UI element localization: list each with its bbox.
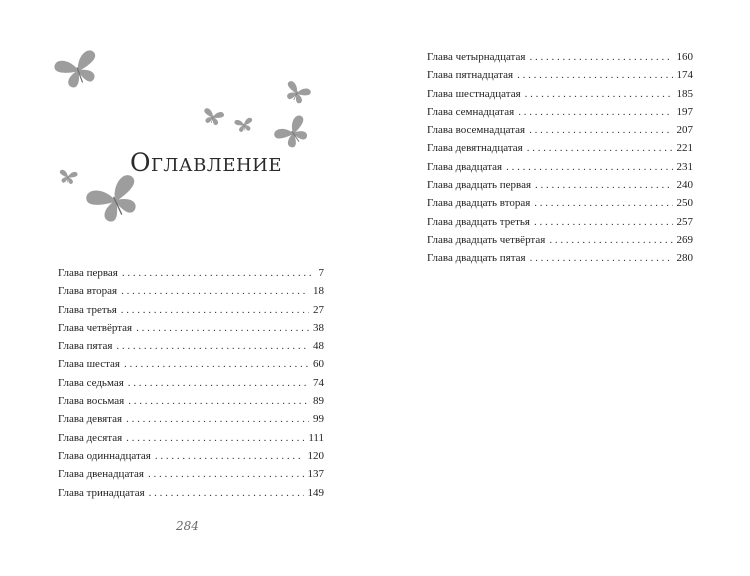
dot-leader [529, 121, 672, 139]
dot-leader [136, 319, 309, 337]
toc-entry[interactable] [58, 447, 324, 465]
toc-entry-title: Глава седьмая [58, 376, 124, 389]
dot-leader [148, 465, 304, 483]
toc-entry[interactable] [427, 176, 693, 194]
toc-entry-page: 74 [313, 376, 324, 389]
dot-leader [122, 264, 315, 282]
toc-entry[interactable] [427, 213, 693, 231]
toc-entry-title: Глава семнадцатая [427, 105, 515, 118]
toc-entry[interactable] [58, 465, 324, 483]
toc-entry-page: 48 [313, 340, 324, 353]
toc-entry-title: Глава тринадцатая [58, 486, 145, 499]
toc-entry-page: 280 [676, 252, 693, 265]
toc-entry-title: Глава девятнадцатая [427, 142, 523, 155]
toc-entry-page: 250 [676, 197, 693, 210]
toc-entry-page: 231 [676, 160, 693, 173]
dot-leader [530, 249, 673, 267]
toc-entry-title: Глава первая [58, 267, 118, 279]
butterfly-decoration [0, 0, 375, 250]
dot-leader [517, 66, 672, 84]
toc-entry-title: Глава двадцать пятая [427, 252, 526, 265]
toc-entry-page: 99 [313, 413, 324, 426]
toc-entry-title: Глава двадцать первая [427, 179, 532, 192]
toc-entry[interactable] [427, 121, 693, 139]
toc-entry[interactable] [427, 194, 693, 212]
toc-heading: Оглавление [130, 148, 282, 177]
dot-leader [126, 410, 309, 428]
dot-leader [128, 374, 309, 392]
toc-entry[interactable] [58, 264, 324, 282]
toc-list-left [58, 264, 324, 502]
toc-entry-page: 137 [307, 468, 324, 481]
dot-leader [535, 176, 672, 194]
toc-list-right [427, 48, 693, 268]
toc-entry-page: 174 [676, 69, 693, 82]
dot-leader [149, 484, 304, 502]
dot-leader [506, 158, 672, 176]
dot-leader [534, 194, 672, 212]
page-number: 284 [176, 519, 199, 533]
dot-leader [527, 139, 673, 157]
dot-leader [126, 429, 304, 447]
toc-entry-page: 111 [308, 431, 324, 444]
toc-entry-title: Глава девятая [58, 413, 123, 426]
right-page [375, 0, 750, 576]
toc-entry[interactable] [427, 48, 693, 66]
toc-entry-title: Глава четвёртая [58, 321, 133, 334]
toc-entry-page: 207 [676, 124, 693, 137]
toc-entry-page: 38 [313, 321, 324, 334]
toc-entry-title: Глава восемнадцатая [427, 124, 526, 137]
toc-entry-page: 27 [313, 303, 324, 316]
toc-entry[interactable] [427, 103, 693, 121]
toc-entry[interactable] [58, 392, 324, 410]
toc-entry-page: 221 [676, 142, 693, 155]
toc-entry-page: 60 [313, 358, 324, 371]
toc-entry[interactable] [58, 484, 324, 502]
toc-entry-page: 149 [307, 486, 324, 499]
toc-entry[interactable] [427, 85, 693, 103]
toc-entry-page: 7 [318, 267, 324, 279]
butterfly-icon [58, 169, 78, 185]
dot-leader [518, 103, 672, 121]
toc-entry-title: Глава двадцатая [427, 160, 503, 173]
toc-entry-title: Глава третья [58, 303, 117, 316]
toc-entry-page: 185 [676, 87, 693, 100]
toc-entry-page: 197 [676, 105, 693, 118]
toc-entry-page: 160 [676, 51, 693, 63]
toc-entry-title: Глава шестнадцатая [427, 87, 521, 100]
butterfly-icon [84, 173, 146, 228]
toc-entry[interactable] [58, 301, 324, 319]
toc-entry-title: Глава двадцать третья [427, 215, 530, 228]
dot-leader [155, 447, 304, 465]
toc-entry-page: 240 [676, 179, 693, 192]
toc-entry-title: Глава восьмая [58, 395, 125, 408]
toc-entry-title: Глава двенадцатая [58, 468, 144, 481]
toc-entry[interactable] [427, 139, 693, 157]
toc-entry-page: 89 [313, 395, 324, 408]
dot-leader [121, 301, 309, 319]
dot-leader [549, 231, 672, 249]
toc-entry-page: 120 [307, 449, 324, 462]
dot-leader [525, 85, 673, 103]
butterfly-icon [272, 114, 313, 153]
toc-entry[interactable] [427, 231, 693, 249]
butterfly-icon [282, 80, 312, 106]
toc-entry-title: Глава вторая [58, 285, 118, 298]
dot-leader [121, 282, 309, 300]
toc-entry-title: Глава двадцать четвёртая [427, 233, 546, 246]
toc-entry[interactable] [58, 355, 324, 373]
toc-entry[interactable] [58, 282, 324, 300]
toc-entry-title: Глава десятая [58, 431, 123, 444]
toc-entry[interactable] [58, 429, 324, 447]
toc-entry-title: Глава шестая [58, 358, 120, 371]
toc-entry[interactable] [427, 158, 693, 176]
toc-entry[interactable] [58, 374, 324, 392]
toc-entry-title: Глава пятнадцатая [427, 69, 514, 82]
toc-entry-page: 269 [676, 233, 693, 246]
toc-entry-title: Глава одиннадцатая [58, 449, 151, 462]
dot-leader [116, 337, 309, 355]
toc-entry[interactable] [427, 249, 693, 267]
toc-entry-page: 18 [313, 285, 324, 298]
dot-leader [128, 392, 309, 410]
dot-leader [124, 355, 309, 373]
butterfly-icon [53, 49, 103, 92]
butterfly-icon [234, 117, 254, 133]
toc-entry[interactable] [427, 66, 693, 84]
dot-leader [529, 48, 672, 66]
toc-entry[interactable] [58, 410, 324, 428]
toc-entry[interactable] [58, 319, 324, 337]
butterfly-icon [201, 108, 224, 127]
toc-entry-title: Глава двадцать вторая [427, 197, 531, 210]
toc-entry-title: Глава пятая [58, 340, 113, 353]
dot-leader [534, 213, 673, 231]
toc-entry-page: 257 [676, 215, 693, 228]
toc-entry[interactable] [58, 337, 324, 355]
toc-entry-title: Глава четырнадцатая [427, 51, 526, 63]
